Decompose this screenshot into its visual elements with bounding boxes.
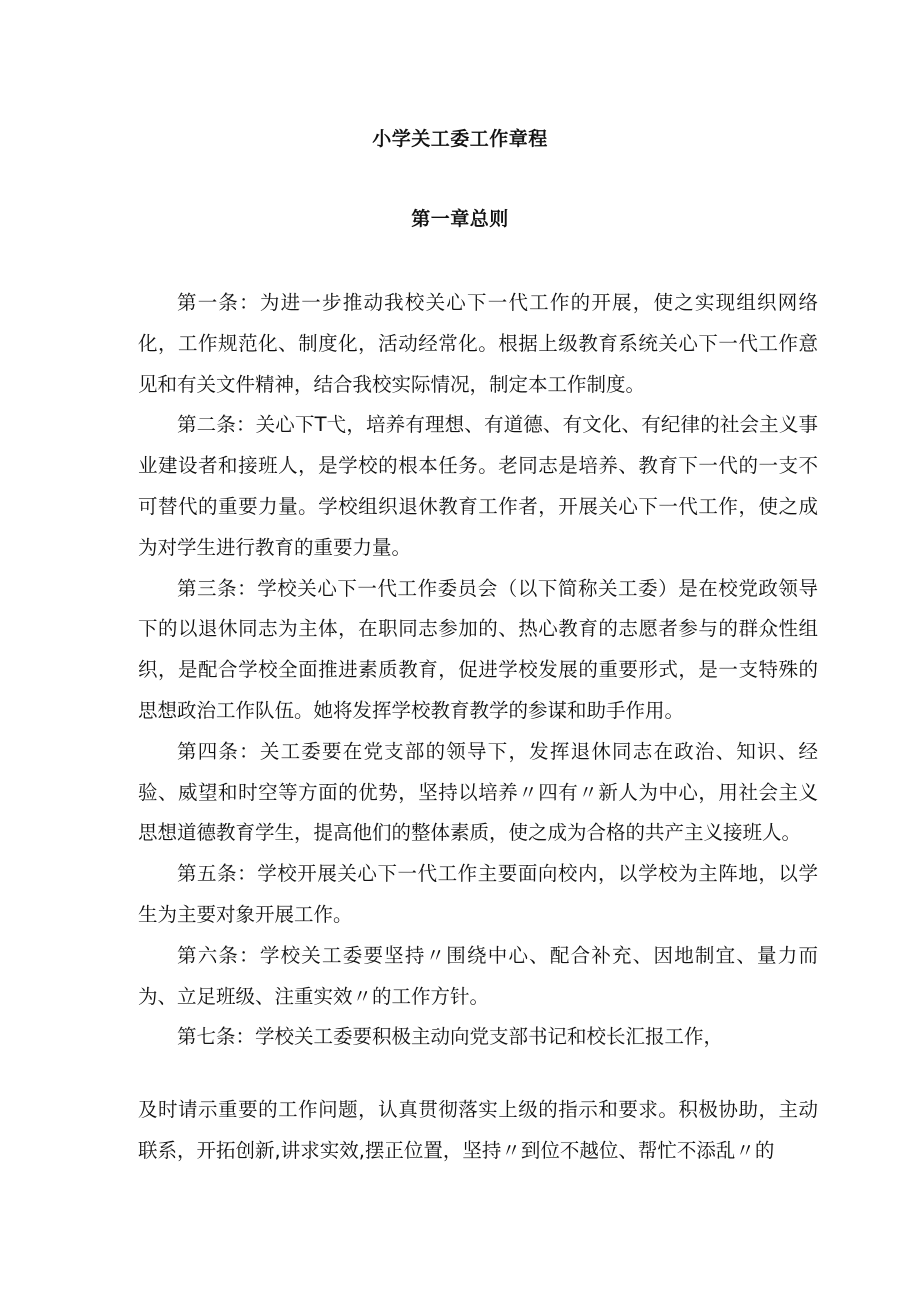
article-3: 第三条：学校关心下一代工作委员会（以下简称关工委）是在校党政领导下的以退休同志为主体，在职同志参加的、热心教育的志愿者参与的群众性组织，是配合学校全面推进素质教育，促进学校发展的重要形式，是一支特殊的思想政治工作队伍。她将发挥学校教育教学的参谋和助手作用。 bbox=[138, 576, 818, 722]
document-title: 小学关工委工作章程 bbox=[372, 128, 548, 150]
article-2: 第二条：关心下T弋，培养有理想、有道德、有文化、有纪律的社会主义事业建设者和接班人，是学校的根本任务。老同志是培养、教育下一代的一支不可替代的重要力量。学校组织退休教育工作者，开展关心下一代工作，使之成为对学生进行教育的重要力量。 bbox=[138, 413, 818, 559]
article-7: 第七条：学校关工委要积极主动向党支部书记和校长汇报工作， bbox=[177, 1025, 724, 1049]
article-7-continuation: 及时请示重要的工作问题，认真贯彻落实上级的指示和要求。积极协助，主动联系，开拓创新,讲求实效,摆正位置，坚持〃到位不越位、帮忙不添乱〃的 bbox=[138, 1098, 818, 1162]
article-4: 第四条：关工委要在党支部的领导下，发挥退休同志在政治、知识、经验、威望和时空等方面的优势，坚持以培养〃四有〃新人为中心，用社会主义思想道德教育学生，提高他们的整体素质，使之成为合格的共产主义接班人。 bbox=[138, 739, 818, 845]
article-6: 第六条：学校关工委要坚持〃围绕中心、配合补充、因地制宜、量力而为、立足班级、注重实效〃的工作方针。 bbox=[138, 943, 818, 1008]
chapter-title: 第一章总则 bbox=[411, 208, 509, 230]
continuation-block bbox=[138, 1090, 818, 1172]
articles-block bbox=[138, 283, 818, 1058]
article-1: 第一条：为进一步推动我校关心下一代工作的开展，使之实现组织网络化，工作规范化、制度化，活动经常化。根据上级教育系统关心下一代工作意见和有关文件精神，结合我校实际情况，制定本工作制度。 bbox=[138, 291, 818, 396]
article-5: 第五条：学校开展关心下一代工作主要面向校内，以学校为主阵地，以学生为主要对象开展工作。 bbox=[138, 862, 818, 926]
